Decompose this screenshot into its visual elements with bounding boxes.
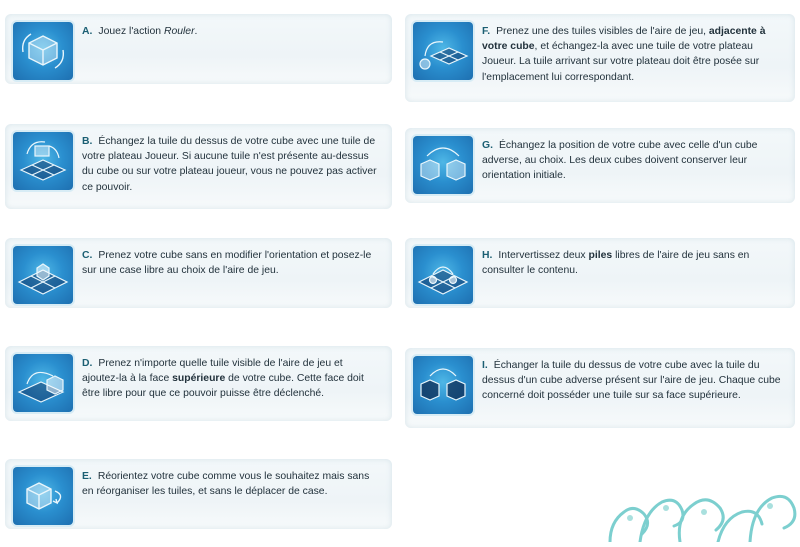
top-tile-swap-icon: [413, 356, 473, 414]
power-card-d: [5, 346, 392, 421]
power-card-b: [5, 124, 392, 209]
power-letter: G.: [482, 140, 493, 151]
pile-swap-icon: [413, 246, 473, 304]
power-card-f: [405, 14, 795, 102]
cube-rotate-icon: [13, 467, 73, 525]
power-card-c: [5, 238, 392, 308]
cube-roll-icon: [13, 22, 73, 80]
power-letter: F.: [482, 26, 491, 37]
power-letter: C.: [82, 250, 93, 261]
power-letter: A.: [82, 26, 93, 37]
adjacent-tile-swap-icon: [413, 22, 473, 80]
power-letter: I.: [482, 360, 488, 371]
coral-decoration: [600, 478, 800, 542]
power-text-i: I. Échanger la tuile du dessus de votre cube avec la tuile du dessus d'un cube adverse présent sur l'aire de jeu. Chaque cube concerné doit posséder une tuile sur sa face supérieure.: [482, 360, 781, 402]
cube-swap-icon: [413, 136, 473, 194]
power-card-h: [405, 238, 795, 308]
power-card-e: [5, 459, 392, 529]
power-text-c: C. Prenez votre cube sans en modifier l'orientation et posez-le sur une case libre au choix de l'aire de jeu.: [82, 250, 372, 277]
power-text-h: H. Intervertissez deux piles libres de l'aire de jeu sans en consulter le contenu.: [482, 250, 750, 277]
power-text-b: B. Échangez la tuile du dessus de votre cube avec une tuile de votre plateau Joueur. Si aucune tuile n'est présente au-dessus du cube ou sur votre plateau joueur, vous ne pouvez pas activer ce pouvoir.: [82, 136, 377, 193]
power-text-a: A. Jouez l'action Rouler.: [82, 26, 198, 37]
tile-add-icon: [13, 354, 73, 412]
power-letter: D.: [82, 358, 93, 369]
power-text-f: F. Prenez une des tuiles visibles de l'aire de jeu, adjacente à votre cube, et échangez-la avec une tuile de votre plateau Joueur. La tuile arrivant sur votre plateau doit être posée sur l'emplacement lui correspondant.: [482, 26, 766, 83]
power-card-i: [405, 348, 795, 428]
power-letter: B.: [82, 136, 93, 147]
power-letter: E.: [82, 471, 92, 482]
tile-swap-icon: [13, 132, 73, 190]
power-card-g: [405, 128, 795, 203]
power-text-d: D. Prenez n'importe quelle tuile visible de l'aire de jeu et ajoutez-la à la face supérieure de votre cube. Cette face doit être libre pour que ce pouvoir puisse être déclenché.: [82, 358, 364, 400]
power-letter: H.: [482, 250, 493, 261]
power-text-e: E. Réorientez votre cube comme vous le souhaitez mais sans en réorganiser les tuiles, et sans le déplacer de case.: [82, 471, 370, 498]
cube-place-icon: [13, 246, 73, 304]
power-card-a: [5, 14, 392, 84]
power-text-g: G. Échangez la position de votre cube avec celle d'un cube adverse, au choix. Les deux cubes doivent conserver leur orientation initiale.: [482, 140, 758, 182]
